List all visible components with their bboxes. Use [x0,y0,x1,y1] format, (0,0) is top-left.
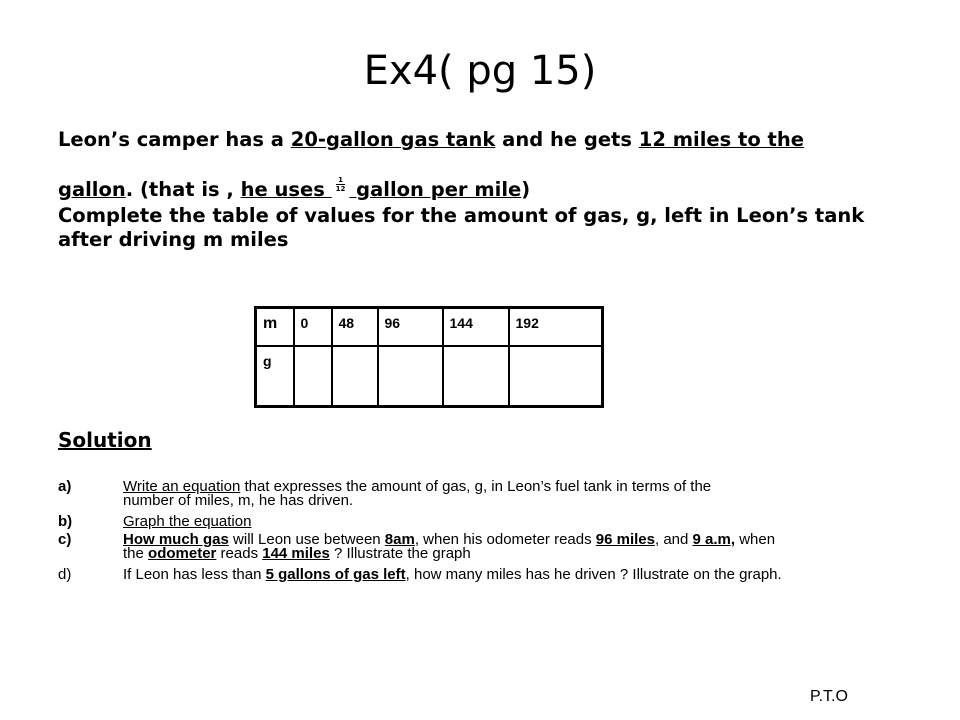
problem-text: ) [521,178,531,201]
question-label: c) [58,531,72,548]
problem-line-1 [58,128,804,151]
g-value-cell [294,346,332,407]
g-value-cell [509,346,603,407]
pto-note: P.T.O [810,688,848,705]
g-value-cell [378,346,443,407]
fraction-denominator: 12 [335,185,346,193]
values-table [254,306,604,408]
question-label: a) [58,478,72,495]
question-label: b) [58,513,73,530]
question-label: d) [58,566,72,583]
question-text: Write an equation that expresses the amount of gas, g, in Leon’s fuel tank in terms of the number of miles, m, he has driven. [123,478,712,509]
problem-line-2 [58,178,530,201]
m-value-cell: 48 [332,308,378,346]
g-value-cell [443,346,509,407]
m-value-cell: 192 [509,308,603,346]
slide-title: Ex4( pg 15) [363,48,597,94]
m-value-cell: 0 [294,308,332,346]
problem-line-4: after driving m miles [58,228,289,251]
problem-text: . (that is , [125,178,241,201]
usage-text: he uses $\frac{1}{12}$ gallon per mile [240,176,522,201]
m-value-cell: 96 [378,308,443,346]
problem-text: Leon’s camper has a [58,128,291,151]
table-row-m [256,308,603,346]
table-row-g [256,346,603,407]
row-label-m: m [256,308,294,346]
question-text: Graph the equation [123,513,252,530]
row-label-g: g [256,346,294,407]
question-text: If Leon has less than 5 gallons of gas left, how many miles has he driven ? Illustrate on the graph. [123,566,782,583]
tank-size-text: 20-gallon gas tank [290,128,496,151]
problem-line-3: Complete the table of values for the amount of gas, g, left in Leon’s tank [58,204,865,227]
gallon-text: gallon [58,178,126,201]
fraction [336,176,346,193]
g-value-cell [332,346,378,407]
mileage-text: 12 miles to the [638,128,804,151]
m-value-cell: 144 [443,308,509,346]
problem-text: and he gets [495,128,639,151]
solution-heading: Solution [58,428,152,452]
fraction-numerator: 1 [336,176,346,185]
question-text: How much gas will Leon use between 8am, when his odometer reads 96 miles, and 9 a.m, when the odometer reads 144 miles ? Illustrate the graph [123,531,776,562]
